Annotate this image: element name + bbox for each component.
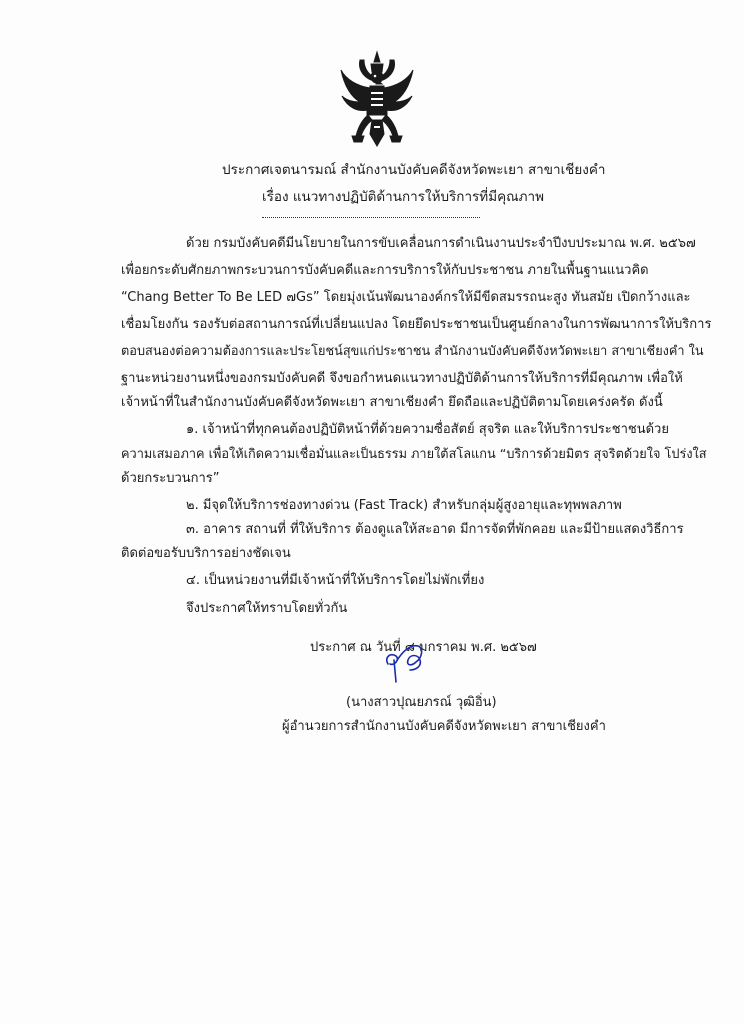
list-item-line: ๓. อาคาร สถานที่ ที่ให้บริการ ต้องดูแลให้สะอาด มีการจัดที่พักคอย และมีป้ายแสดงวิธีการ <box>186 522 684 537</box>
announcement-title: ประกาศเจตนารมณ์ สำนักงานบังคับคดีจังหวัดพะเยา สาขาเชียงคำ <box>222 162 606 178</box>
intro-line: เพื่อยกระดับศักยภาพกระบวนการบังคับคดีและการบริการให้กับประชาชน ภายในพื้นฐานแนวคิด <box>121 263 649 278</box>
list-item-line: ติดต่อขอรับบริการอย่างชัดเจน <box>121 546 291 561</box>
list-item-2: ๒. มีจุดให้บริการช่องทางด่วน (Fast Track) สำหรับกลุ่มผู้สูงอายุและทุพพลภาพ <box>186 498 622 513</box>
list-item-line: ด้วยกระบวนการ” <box>121 471 220 486</box>
list-item-line: ๑. เจ้าหน้าที่ทุกคนต้องปฏิบัติหน้าที่ด้วยความซื่อสัตย์ สุจริต และให้บริการประชาชนด้วย <box>186 422 669 437</box>
garuda-emblem-icon <box>338 50 416 150</box>
signer-name: (นางสาวปุณยภรณ์ วุฒิอิ่น) <box>346 695 497 710</box>
announcement-date: ประกาศ ณ วันที่ ๘ มกราคม พ.ศ. ๒๕๖๗ <box>310 640 537 655</box>
signer-title: ผู้อำนวยการสำนักงานบังคับคดีจังหวัดพะเยา สาขาเชียงคำ <box>282 719 606 734</box>
dotted-divider <box>262 217 480 218</box>
announcement-subject: เรื่อง แนวทางปฏิบัติด้านการให้บริการที่มีคุณภาพ <box>262 189 545 205</box>
intro-line: “Chang Better To Be LED ๗Gs” โดยมุ่งเน้นพัฒนาองค์กรให้มีขีดสมรรถนะสูง ทันสมัย เปิดกว้างและ <box>121 290 691 305</box>
intro-line: ด้วย กรมบังคับคดีมีนโยบายในการขับเคลื่อนการดำเนินงานประจำปีงบประมาณ พ.ศ. ๒๕๖๗ <box>186 236 696 251</box>
closing-statement: จึงประกาศให้ทราบโดยทั่วกัน <box>186 601 348 616</box>
intro-line: ฐานะหน่วยงานหนึ่งของกรมบังคับคดี จึงขอกำหนดแนวทางปฏิบัติด้านการให้บริการที่มีคุณภาพ เพื่อให้ <box>121 371 683 386</box>
list-item-line: ความเสมอภาค เพื่อให้เกิดความเชื่อมั่นและเป็นธรรม ภายใต้สโลแกน “บริการด้วยมิตร สุจริตด้วยใจ โปร่งใส <box>121 447 707 462</box>
intro-line: ตอบสนองต่อความต้องการและประโยชน์สุขแก่ประชาชน สำนักงานบังคับคดีจังหวัดพะเยา สาขาเชียงคำ ใน <box>121 344 704 359</box>
intro-line: เชื่อมโยงกัน รองรับต่อสถานการณ์ที่เปลี่ยนแปลง โดยยึดประชาชนเป็นศูนย์กลางในการพัฒนาการให้บริการ <box>121 317 712 332</box>
list-item-4: ๔. เป็นหน่วยงานที่มีเจ้าหน้าที่ให้บริการโดยไม่พักเที่ยง <box>186 573 485 588</box>
intro-line: เจ้าหน้าที่ในสำนักงานบังคับคดีจังหวัดพะเยา สาขาเชียงคำ ยึดถือและปฏิบัติตามโดยเคร่งครัด ดังนี้ <box>121 395 663 410</box>
signature-mark <box>366 638 438 686</box>
